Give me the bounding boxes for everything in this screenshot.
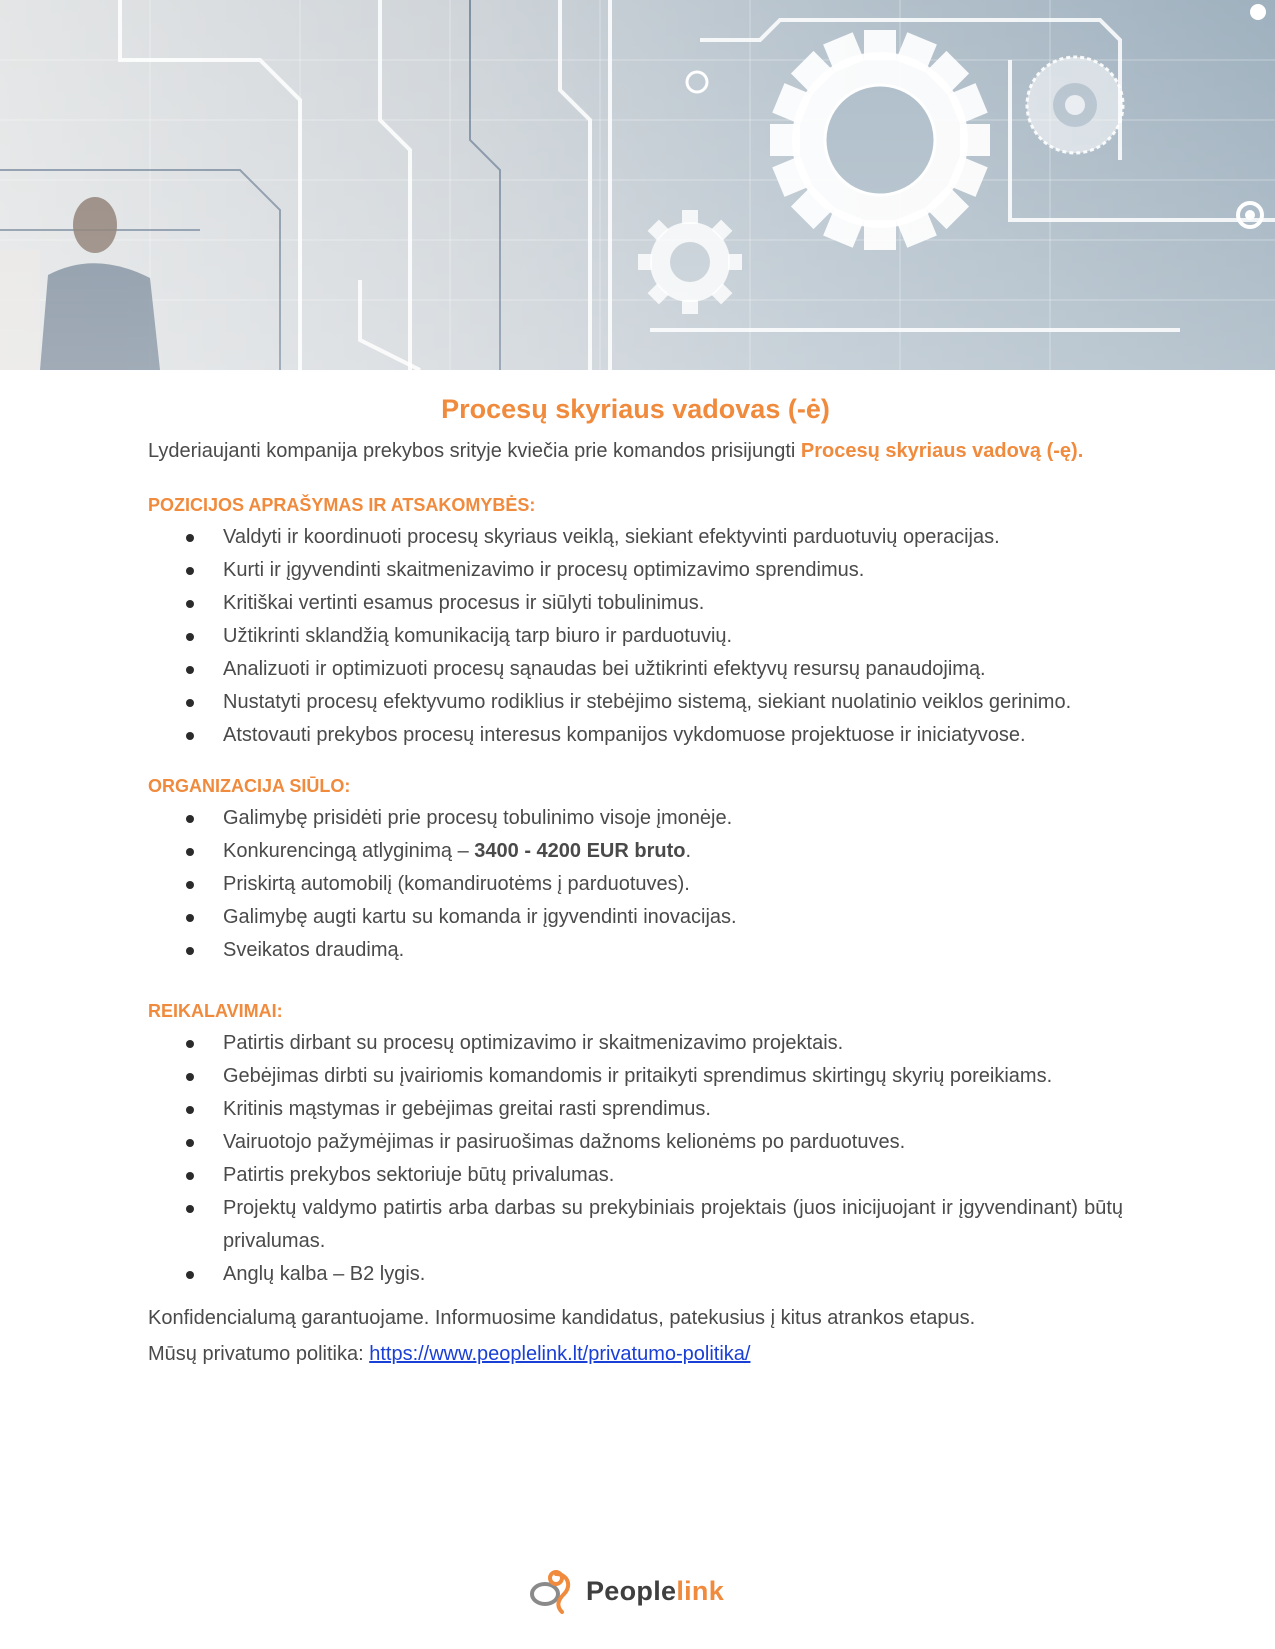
bullet-icon xyxy=(186,914,194,922)
bullet-icon xyxy=(186,699,194,707)
bullet-icon xyxy=(186,1172,194,1180)
responsibilities-list xyxy=(148,521,1123,752)
intro-highlight: Procesų skyriaus vadovą (-ę). xyxy=(800,440,1084,462)
offer-heading: ORGANIZACIJA SIŪLO: xyxy=(148,776,351,796)
bullet-icon xyxy=(186,1106,194,1114)
responsibilities-heading: POZICIJOS APRAŠYMAS IR ATSAKOMYBĖS: xyxy=(148,495,536,515)
list-item xyxy=(223,554,1123,587)
list-item-text: Kritiškai vertinti esamus procesus ir siūlyti tobulinimus. xyxy=(223,592,705,614)
confidentiality-note: Konfidencialumą garantuojame. Informuosime kandidatus, patekusius į kitus atrankos etapus. xyxy=(148,1307,976,1329)
list-item-text: Anglų kalba – B2 lygis. xyxy=(223,1263,426,1285)
list-item xyxy=(223,868,1123,901)
list-item xyxy=(223,653,1123,686)
list-item xyxy=(223,587,1123,620)
bullet-icon xyxy=(186,1040,194,1048)
list-item xyxy=(223,1192,1123,1258)
bullet-icon xyxy=(186,1073,194,1081)
list-item-text: Projektų valdymo patirtis arba darbas su prekybiniais projektais (juos inicijuojant ir įgyvendinant) būtų privalumas. xyxy=(223,1197,1123,1252)
list-item xyxy=(223,1258,1123,1291)
privacy-policy-link[interactable]: https://www.peoplelink.lt/privatumo-politika/ xyxy=(369,1343,751,1365)
intro-text: Lyderiaujanti kompanija prekybos srityje kviečia prie komandos prisijungti xyxy=(148,440,801,462)
list-item-text: Priskirtą automobilį (komandiruotėms į parduotuves). xyxy=(223,873,690,895)
list-item-text: Gebėjimas dirbti su įvairiomis komandomis ir pritaikyti sprendimus skirtingų skyrių poreikiams. xyxy=(223,1065,1053,1087)
list-item xyxy=(223,620,1123,653)
list-item-text: Kritinis mąstymas ir gebėjimas greitai rasti sprendimus. xyxy=(223,1098,711,1120)
list-item xyxy=(223,802,1123,835)
requirements-heading: REIKALAVIMAI: xyxy=(148,1001,283,1021)
list-item-text: Atstovauti prekybos procesų interesus kompanijos vykdomuose projektuose ir iniciatyvose. xyxy=(223,724,1026,746)
list-item-text: Užtikrinti sklandžią komunikaciją tarp biuro ir parduotuvių. xyxy=(223,625,733,647)
bullet-icon xyxy=(186,567,194,575)
intro-paragraph xyxy=(148,436,1123,467)
bullet-icon xyxy=(186,1139,194,1147)
salary-tail: . xyxy=(685,840,692,862)
list-item xyxy=(223,1027,1123,1060)
list-item xyxy=(223,901,1123,934)
list-item xyxy=(223,1126,1123,1159)
bullet-icon xyxy=(186,633,194,641)
peoplelink-logo-icon xyxy=(528,1568,576,1614)
bullet-icon xyxy=(186,666,194,674)
list-item-text: Nustatyti procesų efektyvumo rodiklius ir stebėjimo sistemą, siekiant nuolatinio veiklos gerinimo. xyxy=(223,691,1072,713)
list-item xyxy=(223,1060,1123,1093)
bullet-icon xyxy=(186,1271,194,1279)
requirements-list xyxy=(148,1027,1123,1291)
bullet-icon xyxy=(186,1205,194,1213)
bullet-icon xyxy=(186,848,194,856)
logo-text-accent: link xyxy=(676,1575,725,1606)
list-item-text: Valdyti ir koordinuoti procesų skyriaus veiklą, siekiant efektyvinti parduotuvių operacijas. xyxy=(223,526,1000,548)
list-item-text: Patirtis dirbant su procesų optimizavimo ir skaitmenizavimo projektais. xyxy=(223,1032,844,1054)
list-item-text: Vairuotojo pažymėjimas ir pasiruošimas dažnoms kelionėms po parduotuves. xyxy=(223,1131,906,1153)
gears-circuit-banner-icon xyxy=(0,0,1275,370)
peoplelink-logo xyxy=(528,1566,748,1616)
list-item-text: Galimybę augti kartu su komanda ir įgyvendinti inovacijas. xyxy=(223,906,737,928)
privacy-label: Mūsų privatumo politika: xyxy=(148,1343,370,1365)
list-item xyxy=(223,686,1123,719)
privacy-line xyxy=(148,1339,1123,1369)
bullet-icon xyxy=(186,534,194,542)
bullet-icon xyxy=(186,815,194,823)
list-item xyxy=(223,521,1123,554)
bullet-icon xyxy=(186,600,194,608)
list-item-text: Kurti ir įgyvendinti skaitmenizavimo ir procesų optimizavimo sprendimus. xyxy=(223,559,865,581)
list-item-text: Patirtis prekybos sektoriuje būtų privalumas. xyxy=(223,1164,615,1186)
logo-wordmark xyxy=(586,1576,724,1607)
list-item-text: Sveikatos draudimą. xyxy=(223,939,405,961)
offer-list xyxy=(148,802,1123,967)
header-banner-image xyxy=(0,0,1275,370)
salary-range: 3400 - 4200 EUR bruto xyxy=(474,840,686,862)
job-posting-content xyxy=(148,370,1123,1369)
bullet-icon xyxy=(186,947,194,955)
list-item-text: Konkurencingą atlyginimą – xyxy=(223,840,475,862)
list-item xyxy=(223,719,1123,752)
page-title: Procesų skyriaus vadovas (-ė) xyxy=(441,394,830,424)
list-item xyxy=(223,1159,1123,1192)
list-item-text: Analizuoti ir optimizuoti procesų sąnaudas bei užtikrinti efektyvų resursų panaudojimą. xyxy=(223,658,986,680)
bullet-icon xyxy=(186,881,194,889)
list-item xyxy=(223,1093,1123,1126)
logo-text-main: People xyxy=(586,1575,677,1606)
list-item xyxy=(223,934,1123,967)
list-item xyxy=(223,835,1123,868)
list-item-text: Galimybę prisidėti prie procesų tobulinimo visoje įmonėje. xyxy=(223,807,733,829)
bullet-icon xyxy=(186,732,194,740)
